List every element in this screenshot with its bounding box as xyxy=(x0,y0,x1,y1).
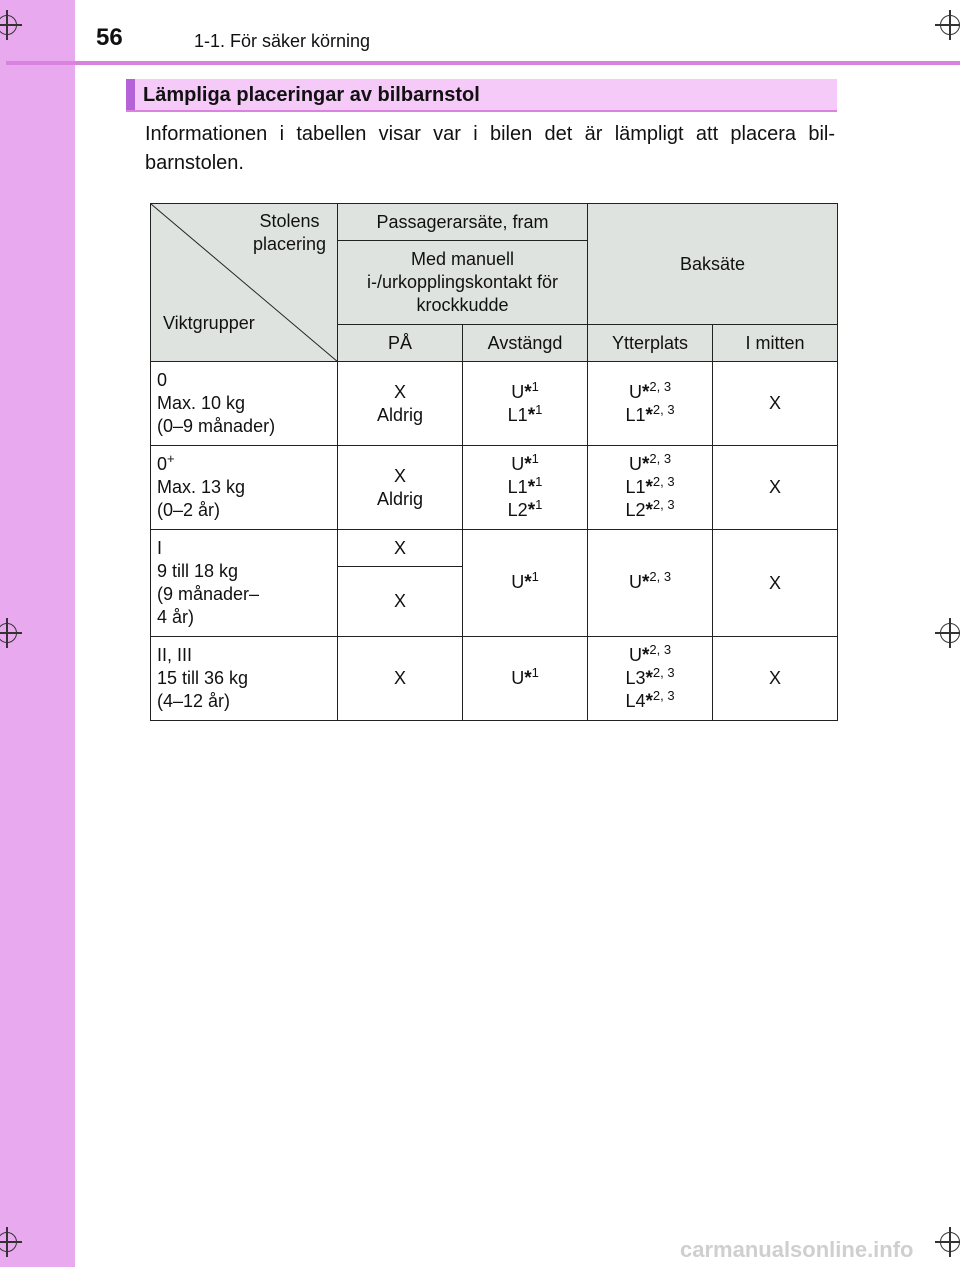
registration-mark-icon xyxy=(0,618,22,648)
registration-mark-icon xyxy=(0,10,22,40)
header-front-seat: Passagerarsäte, fram xyxy=(338,204,588,241)
front-on-cell: X xyxy=(338,567,463,637)
front-on-cell: X xyxy=(338,530,463,567)
section-accent xyxy=(126,79,135,110)
rear-outer-cell: U*$^{2, 3}$ L1*$^{2, 3}$ xyxy=(588,362,713,446)
header-rule xyxy=(6,61,960,65)
front-off-cell: U*$^1$ xyxy=(463,530,588,637)
front-off-cell: U*$^1$ L1*$^1$ xyxy=(463,362,588,446)
front-on-cell: X xyxy=(338,637,463,721)
rear-middle-cell: X xyxy=(713,637,838,721)
section-title: Lämpliga placeringar av bilbarnstol xyxy=(143,84,480,106)
intro-paragraph: Informationen i tabellen visar var i bilen det är lämpligt att placera bil-barnstolen. xyxy=(145,123,835,174)
rear-middle-cell: X xyxy=(713,362,838,446)
weight-group-cell: I 9 till 18 kg (9 månader– 4 år) xyxy=(151,530,338,637)
registration-mark-icon xyxy=(935,1227,960,1257)
rear-middle-cell: X xyxy=(713,446,838,530)
weight-group-cell: 0 Max. 10 kg (0–9 månader) xyxy=(151,362,338,446)
weight-group-cell: 0+ Max. 13 kg (0–2 år) xyxy=(151,446,338,530)
header-middle: I mitten xyxy=(713,325,838,362)
header-rear-seat: Baksäte xyxy=(588,204,838,325)
header-off: Avstängd xyxy=(463,325,588,362)
rear-outer-cell: U*$^{2, 3}$ L3*$^{2, 3}$ L4*$^{2, 3}$ xyxy=(588,637,713,721)
header-front-sub: Med manuell i-/urkopplingskontakt för krockkudde xyxy=(338,241,588,325)
section-heading-bar xyxy=(126,79,837,112)
corner-seat-label: Stolens placering xyxy=(252,211,326,254)
front-off-cell: U*$^1$ xyxy=(463,637,588,721)
registration-mark-icon xyxy=(0,1227,22,1257)
rear-outer-cell: U*$^{2, 3}$ L1*$^{2, 3}$ L2*$^{2, 3}$ xyxy=(588,446,713,530)
front-off-cell: U*$^1$ L1*$^1$ L2*$^1$ xyxy=(463,446,588,530)
table-row xyxy=(151,446,838,530)
breadcrumb: 1-1. För säker körning xyxy=(194,31,371,51)
watermark: carmanualsonline.info xyxy=(680,1237,914,1262)
rear-outer-cell: U*$^{2, 3}$ xyxy=(588,530,713,637)
header-on: PÅ xyxy=(338,325,463,362)
rear-middle-cell: X xyxy=(713,530,838,637)
header-outer: Ytterplats xyxy=(588,325,713,362)
registration-mark-icon xyxy=(935,10,960,40)
front-on-cell: X Aldrig xyxy=(338,362,463,446)
table-row xyxy=(151,637,838,721)
page-number: 56 xyxy=(96,24,123,51)
corner-weight-label: Viktgrupper xyxy=(163,313,255,333)
child-seat-table xyxy=(150,203,838,721)
table-row xyxy=(151,362,838,446)
corner-header-cell xyxy=(151,204,338,362)
registration-mark-icon xyxy=(935,618,960,648)
weight-group-cell: II, III 15 till 36 kg (4–12 år) xyxy=(151,637,338,721)
front-on-cell: X Aldrig xyxy=(338,446,463,530)
table-row xyxy=(151,530,838,567)
